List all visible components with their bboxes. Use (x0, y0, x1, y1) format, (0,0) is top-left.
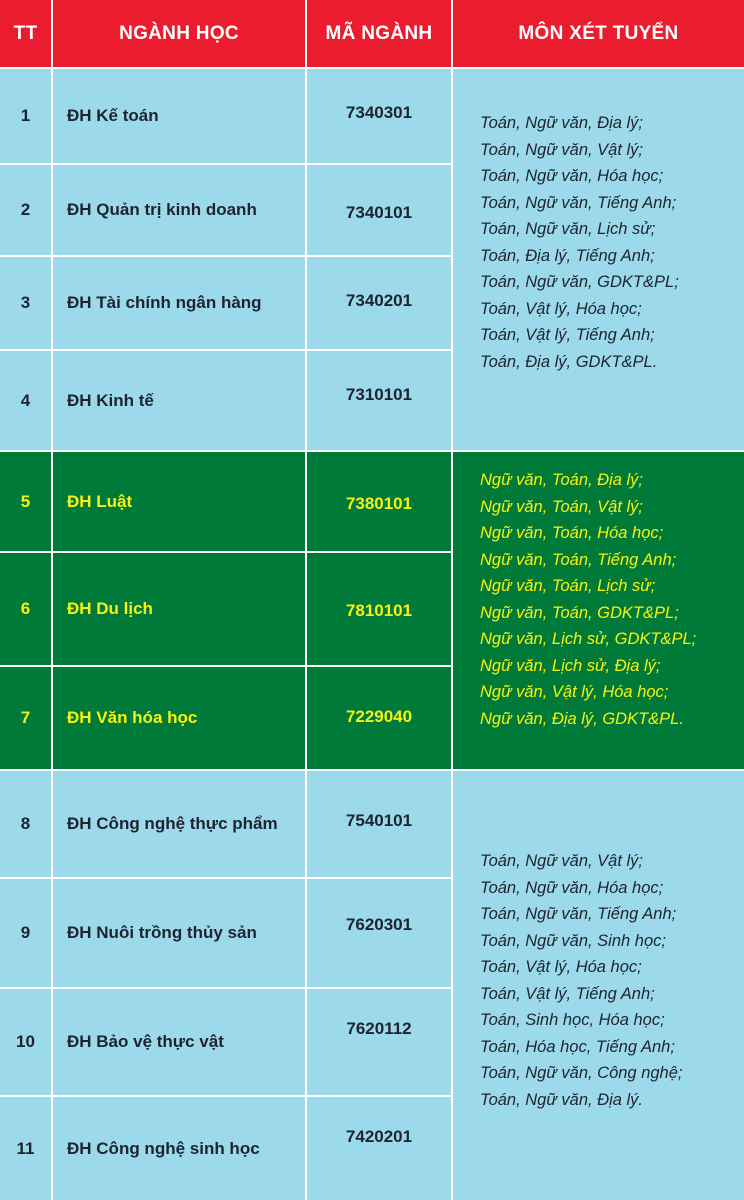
subject-combination: Toán, Địa lý, GDKT&PL. (480, 352, 658, 371)
row-major-code: 7340101 (307, 165, 451, 255)
row-major-code: 7620112 (307, 989, 451, 1095)
row-major-code: 7540101 (307, 771, 451, 877)
row-major-code: 7229040 (307, 667, 451, 769)
subject-combination: Ngữ văn, Lịch sử, Địa lý; (480, 656, 661, 675)
header-code: MÃ NGÀNH (307, 0, 451, 67)
subject-combination: Ngữ văn, Vật lý, Hóa học; (480, 683, 669, 701)
row-tt: 2 (0, 165, 51, 255)
subject-combination: Ngữ văn, Toán, Vật lý; (480, 497, 644, 516)
row-major-name: ĐH Công nghệ sinh học (53, 1097, 305, 1200)
subject-combination: Ngữ văn, Toán, GDKT&PL; (480, 603, 679, 622)
subject-combination: Toán, Ngữ văn, Tiếng Anh; (480, 905, 677, 923)
subject-combination: Toán, Sinh học, Hóa học; (480, 1011, 665, 1029)
subject-combination: Toán, Ngữ văn, Lịch sử; (480, 220, 656, 238)
subject-combination: Toán, Địa lý, Tiếng Anh; (480, 246, 655, 265)
row-major-name: ĐH Công nghệ thực phẩm (53, 771, 305, 877)
row-major-code: 7420201 (307, 1097, 451, 1200)
row-major-code: 7380101 (307, 452, 451, 551)
row-tt: 10 (0, 989, 51, 1095)
row-major-code: 7810101 (307, 553, 451, 665)
subject-combination: Toán, Ngữ văn, Công nghệ; (480, 1064, 683, 1082)
row-tt: 7 (0, 667, 51, 769)
header-major: NGÀNH HỌC (53, 0, 305, 67)
subject-combinations (453, 771, 744, 1200)
row-tt: 6 (0, 553, 51, 665)
subject-combination: Toán, Ngữ văn, Tiếng Anh; (480, 193, 677, 212)
row-tt: 4 (0, 351, 51, 450)
subject-combinations (453, 69, 744, 450)
row-major-name: ĐH Nuôi trồng thủy sản (53, 879, 305, 987)
row-tt: 8 (0, 771, 51, 877)
row-major-name: ĐH Văn hóa học (53, 667, 305, 769)
row-major-name: ĐH Quản trị kinh doanh (53, 165, 305, 255)
row-major-name: ĐH Du lịch (53, 553, 305, 665)
row-major-name: ĐH Bảo vệ thực vật (53, 989, 305, 1095)
subject-combination: Toán, Ngữ văn, Địa lý. (480, 1090, 644, 1109)
row-major-code: 7310101 (307, 351, 451, 450)
subject-combination: Toán, Ngữ văn, GDKT&PL; (480, 273, 679, 291)
row-tt: 5 (0, 452, 51, 551)
subject-combination: Toán, Vật lý, Tiếng Anh; (480, 984, 655, 1003)
subject-combination: Toán, Ngữ văn, Vật lý; (480, 140, 644, 159)
subject-combination: Ngữ văn, Toán, Lịch sử; (480, 577, 656, 595)
subject-combination: Toán, Vật lý, Hóa học; (480, 299, 642, 318)
row-tt: 1 (0, 69, 51, 163)
subject-combination: Ngữ văn, Toán, Địa lý; (480, 471, 644, 489)
header-subjects: MÔN XÉT TUYỂN (453, 0, 744, 67)
row-major-name: ĐH Tài chính ngân hàng (53, 257, 305, 349)
row-major-name: ĐH Kế toán (53, 69, 305, 163)
subject-combination: Toán, Ngữ văn, Sinh học; (480, 931, 666, 950)
subject-combination: Ngữ văn, Lịch sử, GDKT&PL; (480, 630, 697, 648)
row-major-code: 7340201 (307, 257, 451, 349)
subject-combination: Toán, Vật lý, Tiếng Anh; (480, 326, 655, 344)
subject-combination: Toán, Vật lý, Hóa học; (480, 958, 642, 976)
subject-combination: Ngữ văn, Toán, Tiếng Anh; (480, 550, 677, 569)
row-major-name: ĐH Luật (53, 452, 305, 551)
row-tt: 9 (0, 879, 51, 987)
row-major-code: 7620301 (307, 879, 451, 987)
subject-combination: Toán, Ngữ văn, Hóa học; (480, 167, 664, 185)
subject-combination: Toán, Ngữ văn, Hóa học; (480, 878, 664, 897)
row-tt: 3 (0, 257, 51, 349)
subject-combination: Toán, Hóa học, Tiếng Anh; (480, 1037, 675, 1056)
row-major-name: ĐH Kinh tế (53, 351, 305, 450)
subject-combination: Toán, Ngữ văn, Địa lý; (480, 114, 644, 132)
row-major-code: 7340301 (307, 69, 451, 163)
subject-combination: Ngữ văn, Địa lý, GDKT&PL. (480, 709, 684, 728)
subject-combination: Toán, Ngữ văn, Vật lý; (480, 852, 644, 870)
subject-combination: Ngữ văn, Toán, Hóa học; (480, 524, 664, 542)
subject-combinations (453, 452, 744, 769)
header-tt: TT (0, 0, 51, 67)
row-tt: 11 (0, 1097, 51, 1200)
